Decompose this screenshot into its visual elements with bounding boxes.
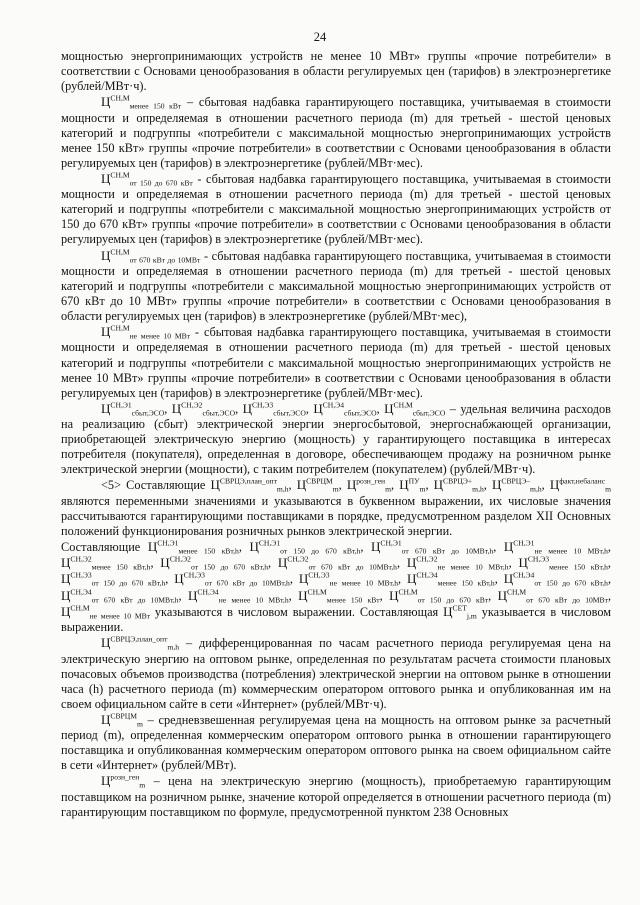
paragraph: $Ц^{СВРЦЭ,план\_опт}_{m,h}$ – дифференцированная по часам расчетного периода регулируемая цена на электрическую энергию на оптовом рынке, определенная по результатам расчета стоимости плановых почасовых объемов производства (потребления) электрической энергии на оптовом рынке в отношении часа (h) расчетного периода (m) коммерческим оператором оптового рынка и опубликованная им на своем официальном сайте в сети «Интернет» (рублей/МВт·ч). bbox=[61, 634, 611, 711]
paragraph: $Ц^{СН,М}_{от 670 кВт до 10МВт}$ - сбытовая надбавка гарантирующего поставщика, учитываемая в стоимости мощности и определяемая в отношении расчетного периода (m) для третьей - шестой ценовых категорий и подгруппы «потребители с максимальной мощностью энергопринимающих устройств от 670 кВт до 10 МВт» группы «прочие потребители» в соответствии с Основами ценообразования в области регулируемых цен (тарифов) в электроэнергетике (рублей/МВт·мес), bbox=[61, 246, 612, 324]
formula-symbol: $Ц^{СН,Э4}_{от 150 до 670 кВт,h}$ bbox=[503, 570, 608, 589]
formula-symbol: $Ц^{СН,Э3}_{сбыт,ЭСО}$ bbox=[242, 400, 306, 418]
formula-symbol: $Ц^{СВРЦМ}_m$ bbox=[101, 711, 143, 729]
formula-symbol: $Ц^{СН,Э2}_{от 670 кВт до 10МВт,h}$ bbox=[277, 554, 397, 572]
formula-symbol: $Ц^{СН,Э1}_{менее 150 кВт,h}$ bbox=[147, 538, 239, 556]
paragraph: Составляющие $Ц^{СН,Э1}_{менее 150 кВт,h}$, $Ц^{СН,Э1}_{от 150 до 670 кВт,h}$, $Ц^{СН,Э1}_{от 670 кВт до 10МВт,h}$, $Ц^{СН,Э1}_{не менее 10 МВт,h}$, $Ц^{СН,Э2}_{менее 150 кВт,h}$, $Ц^{СН,Э2}_{от 150 до 670 кВт,h}$, $Ц^{СН,Э2}_{от 670 кВт до 10МВт,h}$, $Ц^{СН,Э2}_{не менее 10 МВт,h}$, $Ц^{СН,Э3}_{менее 150 кВт,h}$, $Ц^{СН,Э3}_{от 150 до 670 кВт,h}$, $Ц^{СН,Э3}_{от 670 кВт до 10МВт,h}$, $Ц^{СН,Э3}_{не менее 10 МВт,h}$, $Ц^{СН,Э4}_{менее 150 кВт,h}$, $Ц^{СН,Э4}_{от 150 до 670 кВт,h}$, $Ц^{СН,Э4}_{от 670 кВт до 10МВт,h}$, $Ц^{СН,Э4}_{не менее 10 МВт,h}$, $Ц^{СН,М}_{менее 150 кВт}$, $Ц^{СН,М}_{от 150 до 670 кВт}$, $Ц^{СН,М}_{от 670 кВт до 10МВт}$, $Ц^{СН,М}_{не менее 10 МВт}$ указываются в числовом выражении. Составляющая $Ц^{СЕТ}_{j,m}$ указывается в числовом выражении. bbox=[61, 538, 612, 635]
formula-symbol: $Ц^{СН,М}_{от 670 кВт до 10МВт}$ bbox=[497, 587, 608, 605]
formula-symbol: $Ц^{СН,Э3}_{от 670 кВт до 10МВт,h}$ bbox=[174, 570, 290, 589]
paragraph: $Ц^{СН,М}_{не менее 10 МВт}$ - сбытовая надбавка гарантирующего поставщика, учитываемая в стоимости мощности и определяемая в отношении расчетного периода (m) для третьей - шестой ценовых категорий и подгруппы «потребители с максимальной мощностью энергопринимающих устройств не менее 10 МВт» группы «прочие потребители» в соответствии с Основами ценообразования в области регулируемых цен (тарифов) в электроэнергетике (рублей/МВт·мес). bbox=[61, 323, 612, 400]
formula-symbol: $Ц^{СН,М}_{менее 150 кВт}$ bbox=[101, 93, 182, 111]
paragraph: $Ц^{СН,М}_{менее 150 кВт}$ – сбытовая надбавка гарантирующего поставщика, учитываемая в стоимости мощности и определяемая в отношении расчетного периода (m) для третьей - шестой ценовых категорий и подгруппы «потребители с максимальной мощностью энергопринимающих устройств менее 150 кВт» группы «прочие потребители» в соответствии с Основами ценообразования в области регулируемых цен (тарифов) в электроэнергетике (рублей/МВт·мес). bbox=[61, 93, 611, 170]
formula-symbol: $Ц^{СН,Э4}_{не менее 10 МВт,h}$ bbox=[188, 587, 289, 605]
formula-symbol: $Ц^{факт,небаланс}_m$ bbox=[549, 476, 612, 495]
formula-symbol: $Ц^{СН,М}_{от 150 до 670 кВт}$ bbox=[389, 587, 489, 605]
formula-symbol: $Ц^{СВРЦЭ,план\_опт}_{m,h}$ bbox=[101, 634, 180, 652]
formula-symbol: $Ц^{СЕТ}_{j,m}$ bbox=[443, 603, 477, 621]
formula-symbol: $Ц^{СН,М}_{от 670 кВт до 10МВт}$ bbox=[101, 246, 201, 265]
formula-symbol: $Ц^{СН,Э3}_{не менее 10 МВт,h}$ bbox=[298, 570, 398, 589]
formula-symbol: $Ц^{СВРЦЭ,план\_опт}_{m,h}$ bbox=[210, 476, 289, 495]
paragraph: $Ц^{СН,Э1}_{сбыт,ЭСО}$, $Ц^{СН,Э2}_{сбыт,ЭСО}$, $Ц^{СН,Э3}_{сбыт,ЭСО}$, $Ц^{СН,Э4}_{сбыт,ЭСО}$, $Ц^{СН,М}_{сбыт,ЭСО}$ – удельная величина расходов на реализацию (сбыт) электрической энергии энергосбытовой, энергоснабжающей организации, приобретающей электрическую энергию (мощность) у гарантирующего поставщика в интересах потребителя (покупателя), определенная в договоре, обеспечивающем продажу на розничном рынке электрической энергии (мощности), с таким потребителем (покупателем) (рублей/МВт·ч). bbox=[61, 400, 611, 477]
paragraph: <5> Составляющие $Ц^{СВРЦЭ,план\_опт}_{m,h}$, $Ц^{СВРЦМ}_m$, $Ц^{розн\_ген}_m$, $Ц^{ПУ}_m$, $Ц^{СВРЦЭ+}_{m,h}$, $Ц^{СВРЦЭ-}_{m,h}$, $Ц^{факт,небаланс}_m$ являются переменными значениями и указываются в буквенном выражении, их числовые значения рассчитываются гарантирующими поставщиками в порядке, предусмотренном разделом XII Основных положений функционирования розничных рынков электрической энергии. bbox=[61, 476, 612, 538]
formula-symbol: $Ц^{СН,Э1}_{от 150 до 670 кВт,h}$ bbox=[249, 538, 361, 556]
formula-symbol: $Ц^{СН,Э2}_{сбыт,ЭСО}$ bbox=[171, 400, 236, 418]
formula-symbol: $Ц^{СН,Э2}_{менее 150 кВт,h}$ bbox=[61, 554, 151, 572]
formula-symbol: $Ц^{СН,Э3}_{менее 150 кВт,h}$ bbox=[518, 554, 608, 572]
paragraph: мощностью энергопринимающих устройств не менее 10 МВт» группы «прочие потребители» в соответствии с Основами ценообразования в области регулируемых цен (тарифов) в электроэнергетике (рублей/МВт·ч). bbox=[61, 49, 611, 94]
formula-symbol: $Ц^{розн\_ген}_m$ bbox=[101, 772, 146, 791]
formula-symbol: $Ц^{СН,Э3}_{от 150 до 670 кВт,h}$ bbox=[61, 570, 166, 589]
formula-symbol: $Ц^{СН,М}_{менее 150 кВт}$ bbox=[298, 587, 380, 605]
formula-symbol: $Ц^{СН,М}_{не менее 10 МВт}$ bbox=[101, 323, 190, 341]
formula-symbol: $Ц^{СВРЦЭ+}_{m,h}$ bbox=[433, 476, 484, 495]
formula-symbol: $Ц^{СН,Э1}_{сбыт,ЭСО}$ bbox=[101, 400, 165, 418]
formula-symbol: $Ц^{СН,Э2}_{не менее 10 МВт,h}$ bbox=[406, 554, 509, 572]
formula-symbol: $Ц^{СН,Э4}_{менее 150 кВт,h}$ bbox=[407, 570, 495, 589]
formula-symbol: $Ц^{СН,Э2}_{от 150 до 670 кВт,h}$ bbox=[160, 554, 269, 572]
formula-symbol: $Ц^{СН,Э4}_{сбыт,ЭСО}$ bbox=[313, 400, 377, 418]
formula-symbol: $Ц^{СН,Э1}_{от 670 кВт до 10МВт,h}$ bbox=[370, 538, 494, 556]
paragraph: $Ц^{розн\_ген}_m$ – цена на электрическую энергию (мощность), приобретаемую гарантирующим поставщиком на розничном рынке, значение которой определяется в отношении расчетного периода (m) гарантирующим поставщиком по формуле, предусмотренной пунктом 238 Основных bbox=[61, 772, 611, 819]
paragraph: $Ц^{СВРЦМ}_m$ – средневзвешенная регулируемая цена на мощность на оптовом рынке за расчетный период (m), определенная коммерческим оператором оптового рынка в отношении гарантирующего поставщика и опубликованная коммерческим оператором оптового рынка на своем официальном сайте в сети «Интернет» (рублей/МВт). bbox=[61, 711, 611, 773]
paragraph: $Ц^{СН,М}_{от 150 до 670 кВт}$ - сбытовая надбавка гарантирующего поставщика, учитываемая в стоимости мощности и определяемая в отношении расчетного периода (m) для третьей - шестой ценовых категорий и подгруппы «потребители с максимальной мощностью энергопринимающих устройств от 150 до 670 кВт» группы «прочие потребители» в соответствии с Основами ценообразования в области регулируемых цен (тарифов) в электроэнергетике (рублей/МВт·мес). bbox=[61, 170, 612, 247]
formula-symbol: $Ц^{СН,Э1}_{не менее 10 МВт,h}$ bbox=[503, 538, 608, 556]
page-number: 24 bbox=[313, 30, 327, 44]
formula-symbol: $Ц^{СН,Э4}_{от 670 кВт до 10МВт,h}$ bbox=[61, 587, 179, 605]
formula-symbol: $Ц^{ПУ}_m$ bbox=[399, 476, 426, 495]
formula-symbol: $Ц^{СВРЦЭ-}_{m,h}$ bbox=[491, 476, 542, 495]
formula-symbol: $Ц^{СВРЦМ}_m$ bbox=[296, 476, 339, 495]
document-body bbox=[61, 49, 611, 820]
formula-symbol: $Ц^{СН,М}_{не менее 10 МВт}$ bbox=[61, 603, 150, 621]
formula-symbol: $Ц^{СН,М}_{сбыт,ЭСО}$ bbox=[384, 400, 446, 418]
formula-symbol: $Ц^{розн\_ген}_m$ bbox=[346, 476, 392, 495]
formula-symbol: $Ц^{СН,М}_{от 150 до 670 кВт}$ bbox=[101, 170, 193, 188]
